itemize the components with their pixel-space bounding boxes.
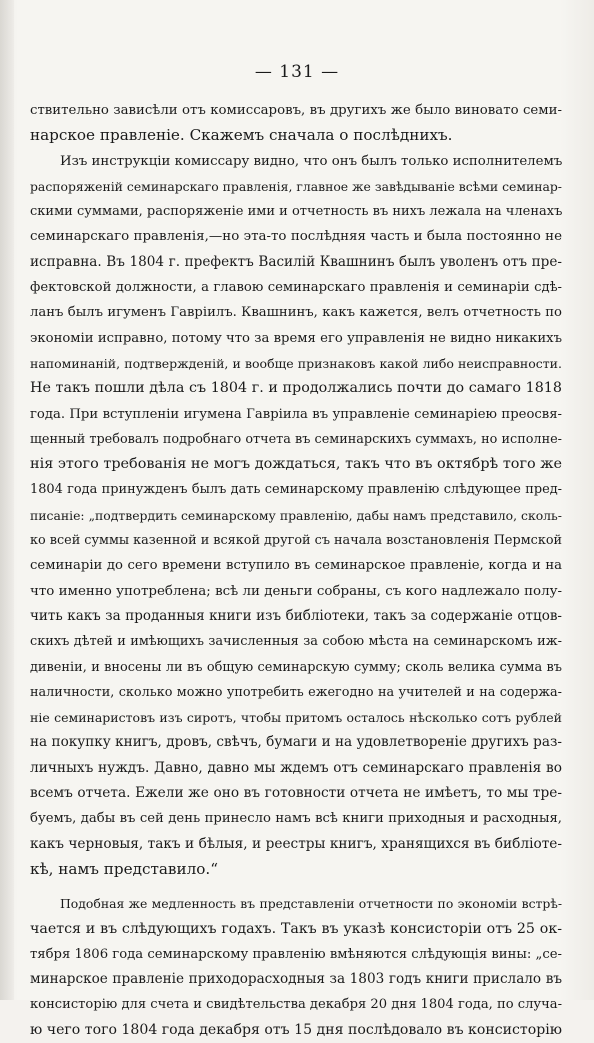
page-number: — 131 — (254, 62, 340, 82)
paragraph-spacer (30, 882, 562, 891)
text-line: нарское правленіе. Скажемъ сначала о послѣднихъ. (30, 126, 453, 145)
text-line: ствительно зависѣли отъ комиссаровъ, въ другихъ же было виновато семи- (30, 103, 562, 118)
text-line: ланъ былъ игуменъ Гавріилъ. Квашнинъ, какъ кажется, велъ отчетность по (30, 305, 562, 321)
text-line: консисторію для счета и свидѣтельства декабря 20 дня 1804 года, по случа- (30, 997, 562, 1013)
text-line: Подобная же медленность въ представленіи отчетности по экономіи встрѣ- (60, 896, 562, 912)
text-line: ніе семинаристовъ изъ сиротъ, чтобы притомъ осталось нѣсколько сотъ рублей (30, 710, 562, 726)
text-line: дивеніи, и вносены ли въ общую семинарскую сумму; сколь велика сумма въ (30, 659, 562, 675)
text-line: фектовской должности, а главою семинарскаго правленія и семинаріи сдѣ- (30, 280, 562, 296)
paragraph-1 (30, 98, 562, 149)
body-text (30, 98, 562, 1043)
page-edge-shadow (0, 0, 14, 1000)
text-line: щенный требовалъ подробнаго отчета въ семинарскихъ суммахъ, но исполне- (30, 431, 562, 447)
text-line: тября 1806 года семинарскому правленію вмѣняются слѣдующія вины: „се- (30, 946, 562, 962)
text-line: какъ черновыя, такъ и бѣлыя, и реестры книгъ, хранящихся въ библіоте- (30, 835, 562, 852)
text-line: нія этого требованія не могъ дождаться, такъ что въ октябрѣ того же (30, 456, 562, 473)
text-line: напоминаній, подтвержденій, и вообще признаковъ какой либо неисправности. (30, 355, 562, 371)
text-line: экономіи исправно, потому что за время его управленія не видно никакихъ (30, 330, 562, 346)
text-line: скихъ дѣтей и имѣющихъ зачисленныя за собою мѣста на семинарскомъ иж- (30, 634, 562, 650)
text-line: семинаріи до сего времени вступило въ семинарское правленіе, когда и на (30, 558, 562, 574)
text-line: на покупку книгъ, дровъ, свѣчъ, бумаги и на удовлетвореніе другихъ раз- (30, 734, 562, 751)
text-line: писаніе: „подтвердить семинарскому правленію, дабы намъ представило, сколь- (30, 507, 562, 523)
text-line: кѣ, намъ представило.“ (30, 859, 218, 878)
text-line: скими суммами, распоряженіе ими и отчетность въ нихъ лежала на членахъ (30, 204, 562, 220)
text-line: Изъ инструкціи комиссару видно, что онъ былъ только исполнителемъ (60, 153, 562, 169)
text-line: семинарскаго правленія,—но эта-то послѣдняя часть и была постоянно не (30, 229, 562, 245)
text-line: минарское правленіе приходорасходныя за 1803 годъ книги прислало въ (30, 971, 562, 988)
text-line: исправна. Въ 1804 г. префектъ Василій Квашнинъ былъ уволенъ отъ пре- (30, 253, 562, 270)
text-line: что именно употреблена; всѣ ли деньги собраны, съ кого надлежало полу- (30, 583, 562, 599)
text-line: чается и въ слѣдующихъ годахъ. Такъ въ указѣ консисторіи отъ 25 ок- (30, 920, 562, 937)
text-line: Не такъ пошли дѣла съ 1804 г. и продолжались почти до самаго 1818 (30, 380, 562, 397)
text-line: года. При вступленіи игумена Гавріила въ управленіе семинаріею преосвя- (30, 406, 562, 422)
text-line: наличности, сколько можно употребить ежегодно на учителей и на содержа- (30, 684, 562, 700)
text-line: ко всей суммы казенной и всякой другой съ начала возстановленія Пермской (30, 533, 562, 549)
text-line: ю чего того 1804 года декабря отъ 15 дня послѣдовало въ консисторію (30, 1021, 562, 1038)
text-line: личныхъ нуждъ. Давно, давно мы ждемъ отъ семинарскаго правленія во (30, 759, 562, 776)
text-line: распоряженій семинарскаго правленія, главное же завѣдываніе всѣми семинар- (30, 178, 562, 194)
paragraph-3 (30, 891, 562, 1043)
text-line: чить какъ за проданныя книги изъ библіотеки, такъ за содержаніе отцов- (30, 607, 562, 624)
text-line: всемъ отчета. Ежели же оно въ готовности отчета не имѣетъ, то мы тре- (30, 785, 562, 802)
paragraph-2 (30, 149, 562, 883)
text-line: 1804 года принужденъ былъ дать семинарскому правленію слѣдующее пред- (30, 482, 562, 498)
text-line: буемъ, дабы въ сей день принесло намъ всѣ книги приходныя и расходныя, (30, 811, 562, 827)
